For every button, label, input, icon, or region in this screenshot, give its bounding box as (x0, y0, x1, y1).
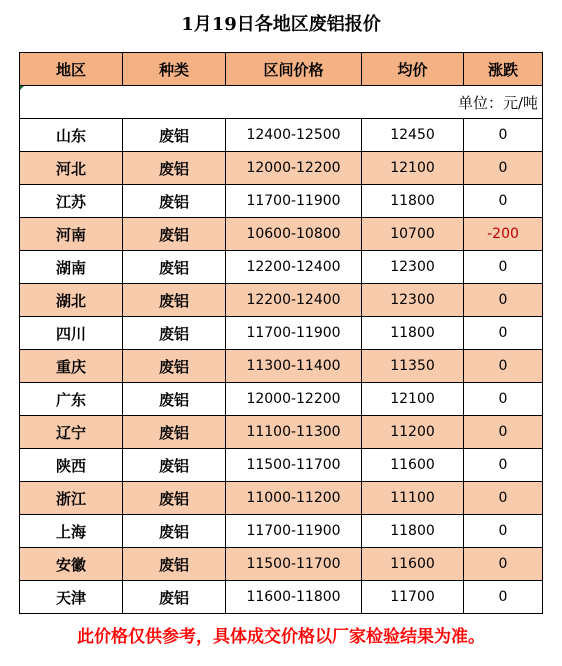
cell-change: 0 (464, 416, 543, 449)
cell-change: 0 (464, 548, 543, 581)
table-row (20, 581, 543, 614)
table-row (20, 152, 543, 185)
cell-change: 0 (464, 317, 543, 350)
cell-kind: 废铝 (123, 350, 226, 383)
header-change: 涨跌 (464, 53, 543, 86)
table-row (20, 251, 543, 284)
cell-change: 0 (464, 284, 543, 317)
cell-change: 0 (464, 185, 543, 218)
cell-region: 安徽 (20, 548, 123, 581)
cell-price-range: 11700-11900 (226, 515, 362, 548)
header-kind: 种类 (123, 53, 226, 86)
cell-change: 0 (464, 449, 543, 482)
cell-region: 河北 (20, 152, 123, 185)
cell-region: 上海 (20, 515, 123, 548)
cell-region: 湖南 (20, 251, 123, 284)
cell-region: 山东 (20, 119, 123, 152)
table-row (20, 119, 543, 152)
cell-region: 陕西 (20, 449, 123, 482)
unit-row (20, 86, 543, 119)
cell-kind: 废铝 (123, 317, 226, 350)
cell-average: 12100 (362, 152, 464, 185)
cell-price-range: 12200-12400 (226, 251, 362, 284)
cell-kind: 废铝 (123, 581, 226, 614)
table-row (20, 449, 543, 482)
cell-change: 0 (464, 581, 543, 614)
table-row (20, 317, 543, 350)
unit-label: 单位：元/吨 (20, 86, 543, 119)
cell-region: 江苏 (20, 185, 123, 218)
cell-kind: 废铝 (123, 152, 226, 185)
cell-change: 0 (464, 152, 543, 185)
header-region: 地区 (20, 53, 123, 86)
cell-kind: 废铝 (123, 119, 226, 152)
cell-average: 11100 (362, 482, 464, 515)
cell-price-range: 11700-11900 (226, 317, 362, 350)
cell-average: 11200 (362, 416, 464, 449)
cell-kind: 废铝 (123, 218, 226, 251)
cell-region: 湖北 (20, 284, 123, 317)
cell-region: 四川 (20, 317, 123, 350)
cell-change: 0 (464, 251, 543, 284)
cell-kind: 废铝 (123, 482, 226, 515)
table-row (20, 416, 543, 449)
cell-price-range: 11300-11400 (226, 350, 362, 383)
cell-change: 0 (464, 482, 543, 515)
cell-price-range: 11700-11900 (226, 185, 362, 218)
table-row (20, 482, 543, 515)
header-average: 均价 (362, 53, 464, 86)
table-row (20, 284, 543, 317)
cell-average: 11600 (362, 548, 464, 581)
cell-average: 11800 (362, 515, 464, 548)
cell-average: 11350 (362, 350, 464, 383)
cell-change: 0 (464, 350, 543, 383)
cell-average: 12300 (362, 284, 464, 317)
cell-price-range: 11600-11800 (226, 581, 362, 614)
cell-kind: 废铝 (123, 251, 226, 284)
cell-price-range: 12000-12200 (226, 152, 362, 185)
cell-change: -200 (464, 218, 543, 251)
cell-kind: 废铝 (123, 416, 226, 449)
cell-region: 重庆 (20, 350, 123, 383)
cell-average: 11600 (362, 449, 464, 482)
cell-average: 12450 (362, 119, 464, 152)
cell-kind: 废铝 (123, 185, 226, 218)
cell-kind: 废铝 (123, 548, 226, 581)
table-row (20, 548, 543, 581)
cell-average: 11700 (362, 581, 464, 614)
cell-price-range: 11100-11300 (226, 416, 362, 449)
cell-price-range: 12000-12200 (226, 383, 362, 416)
cell-kind: 废铝 (123, 383, 226, 416)
table-row (20, 515, 543, 548)
cell-average: 10700 (362, 218, 464, 251)
cell-price-range: 12400-12500 (226, 119, 362, 152)
cell-price-range: 10600-10800 (226, 218, 362, 251)
cell-kind: 废铝 (123, 284, 226, 317)
cell-region: 浙江 (20, 482, 123, 515)
cell-price-range: 12200-12400 (226, 284, 362, 317)
table-row (20, 185, 543, 218)
cell-region: 辽宁 (20, 416, 123, 449)
header-price-range: 区间价格 (226, 53, 362, 86)
cell-region: 河南 (20, 218, 123, 251)
table-row (20, 350, 543, 383)
table-body (20, 86, 543, 614)
cell-average: 12300 (362, 251, 464, 284)
cell-region: 广东 (20, 383, 123, 416)
cell-average: 11800 (362, 185, 464, 218)
table-row (20, 383, 543, 416)
cell-price-range: 11000-11200 (226, 482, 362, 515)
cell-change: 0 (464, 119, 543, 152)
disclaimer-note: 此价格仅供参考，具体成交价格以厂家检验结果为准。 (77, 627, 485, 647)
table-header-row (20, 53, 543, 86)
cell-price-range: 11500-11700 (226, 449, 362, 482)
price-table (19, 52, 543, 614)
cell-change: 0 (464, 515, 543, 548)
page-title: 1月19日各地区废铝报价 (181, 14, 381, 35)
cell-region: 天津 (20, 581, 123, 614)
cell-kind: 废铝 (123, 515, 226, 548)
cell-average: 12100 (362, 383, 464, 416)
cell-change: 0 (464, 383, 543, 416)
cell-average: 11800 (362, 317, 464, 350)
cell-kind: 废铝 (123, 449, 226, 482)
cell-price-range: 11500-11700 (226, 548, 362, 581)
table-row (20, 218, 543, 251)
